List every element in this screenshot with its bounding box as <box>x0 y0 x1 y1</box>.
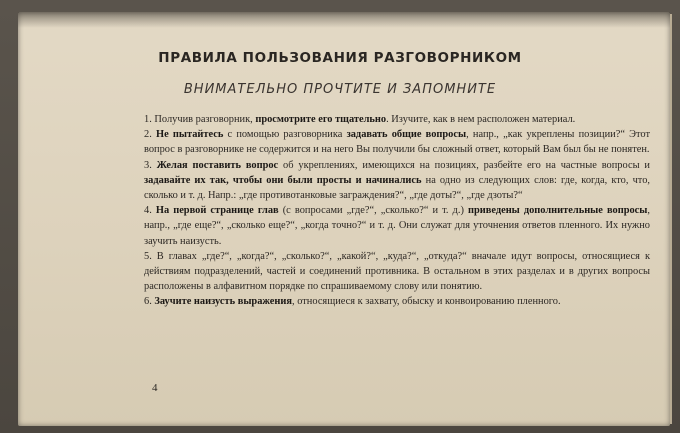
page-title: ПРАВИЛА ПОЛЬЗОВАНИЯ РАЗГОВОРНИКОМ <box>158 50 522 66</box>
page-subtitle: ВНИМАТЕЛЬНО ПРОЧТИТЕ И ЗАПОМНИТЕ <box>183 82 497 97</box>
rule-number: 5. <box>144 250 152 262</box>
rule-text: об укреплениях, имеющихся на позициях, разбейте его на частные вопросы и <box>278 159 650 171</box>
page-number: 4 <box>152 382 158 394</box>
rule-number: 6. <box>144 296 152 308</box>
rule-emphasis: На первой странице глав <box>151 205 279 217</box>
rule-number: 1. <box>144 114 152 125</box>
rule-text: с помощью разговорника <box>223 129 347 141</box>
rules-list <box>144 112 650 310</box>
rule-text: В главах „где?“, „когда?“, „сколько?“, „какой?“, „куда?“, „откуда?“ вначале идут вопросы, относящиеся к действиям подразделений, частей и соединений противника. В остальном в этих разделах и в других вопросы расположены в алфавитном порядке по спрашиваемому слову или понятию. <box>144 250 650 293</box>
rule-text: (с вопросами „где?“, „сколько?“ и т. д.) <box>278 205 468 217</box>
rule-item <box>144 127 650 157</box>
rule-text: . Изучите, как в нем расположен материал. <box>386 114 576 125</box>
rule-text: , напр., „где еще?“, „сколько еще?“, „когда точно?“ и т. д. Они служат для уточнения ответов пленного. Их нужно заучить наизусть. <box>144 205 650 247</box>
rule-emphasis: задавать общие вопросы <box>346 129 467 141</box>
rule-item <box>144 249 650 295</box>
rule-emphasis: Заучите наизусть выражения <box>151 296 293 308</box>
rule-text: Получив разговорник, <box>151 114 256 125</box>
rule-emphasis: приведены дополнительные вопросы <box>467 205 648 217</box>
rule-number: 4. <box>144 205 152 217</box>
rule-text: , относящиеся к захвату, обыску и конвоированию пленного. <box>292 296 561 308</box>
rule-emphasis: задавайте их так, чтобы они были просты и начинались <box>144 174 422 186</box>
rule-emphasis: Желая поставить вопрос <box>151 159 279 171</box>
rule-item <box>144 112 650 127</box>
rule-number: 3. <box>144 159 152 171</box>
binding-shadow <box>18 12 670 28</box>
rule-text: на одно из следующих слов: где, когда, кто, что, сколько и т. д. Напр.: „где противотанковые заграждения?“, „где доты?“, „где дзоты?“ <box>144 174 650 202</box>
rule-emphasis: просмотрите его тщательно <box>255 114 387 125</box>
rule-number: 2. <box>144 129 152 141</box>
rule-item <box>144 158 650 204</box>
rule-item <box>144 294 650 309</box>
rule-emphasis: Не пытайтесь <box>151 129 224 141</box>
rule-text: , напр., „как укреплены позиции?“ Этот вопрос в разговорнике не содержится и на него Вы получили бы сложный ответ, который Вам был бы не понятен. <box>144 129 650 156</box>
rule-item <box>144 203 650 249</box>
